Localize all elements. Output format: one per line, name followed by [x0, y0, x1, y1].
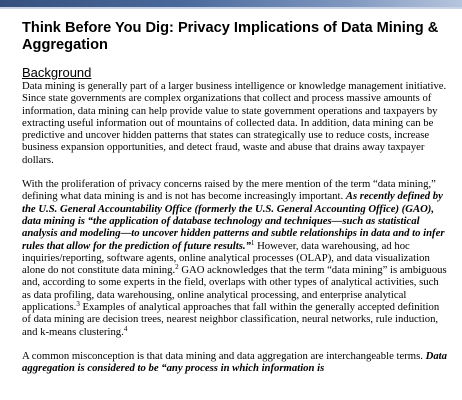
footnote-ref-3[interactable]: 3 — [76, 300, 80, 309]
aggregation-definition: Data aggregation is considered to be “any process in which information is — [22, 349, 447, 375]
gao-definition: As recently defined by the U.S. General Accountability Office (formerly the U.S. General Accounting Office) (GAO), data mining is “the application of database technology and techniques—such as statistical analysis and modeling—to uncover hidden patterns and subtle relationships in data and to infer rules that allow for the prediction of future results.” — [22, 190, 445, 252]
para2-sentence-3: GAO acknowledges that the term “data mining” is ambiguous and, according to some experts in the field, overlaps with other types of analytical activities, such as data profiling, data warehousing, online analytical processing, and enterprise analytical applications. — [22, 264, 447, 314]
footnote-ref-4[interactable]: 4 — [123, 324, 128, 333]
para2-intro: With the proliferation of privacy concerns raised by the mere mention of the term “data mining,” defining what data mining is and is not has become increasingly important. — [22, 178, 436, 203]
paragraph-3 — [22, 350, 450, 375]
para2-sentence-4: Examples of analytical approaches that fall within the generally accepted definition of data mining are decision trees, nearest neighbor classification, neural networks, rule induction, and k-means clustering. — [22, 301, 440, 338]
banner-rule — [0, 7, 462, 9]
footnote-ref-1[interactable]: 1 — [250, 238, 255, 247]
paragraph-1: Data mining is generally part of a larger business intelligence or knowledge management initiative. Since state governments are complex organizations that collect and process massive amounts of information, data mining can help provide value to state government operations and taxpayers by extracting useful information out of mountains of collected data. In addition, data mining can be predictive and uncover hidden patterns that states can strategically use to reduce costs, increase business expansion opportunities, and detect fraud, waste and abuse that drains away taxpayer dollars. — [22, 80, 447, 166]
footnote-ref-2[interactable]: 2 — [175, 263, 179, 272]
top-banner — [0, 0, 462, 7]
document-title: Think Before You Dig: Privacy Implications of Data Mining & Aggregation — [22, 20, 439, 53]
para3-intro: A common misconception is that data mining and data aggregation are interchangeable terms. — [22, 349, 423, 362]
paragraph-2 — [22, 178, 450, 338]
para2-sentence-2: However, data warehousing, ad hoc inquiries/reporting, software agents, online analytical processes (OLAP), and data visualization alone do not constitute data mining. — [22, 239, 430, 277]
document-page — [22, 20, 450, 375]
section-heading: Background — [22, 65, 92, 80]
